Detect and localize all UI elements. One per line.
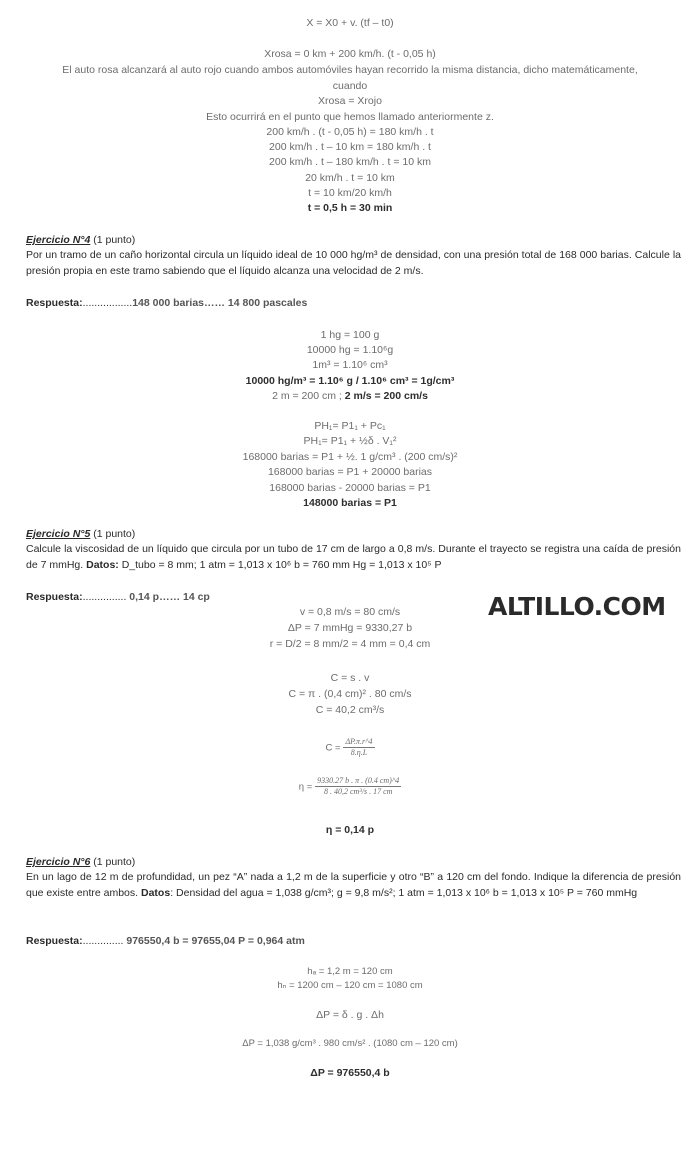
exercise-title: Ejercicio N°5 <box>26 528 91 540</box>
formula-line: C = π . (0,4 cm)² . 80 cm/s <box>288 688 412 700</box>
formula-line: t = 10 km/20 km/h <box>308 187 392 199</box>
answer-value: 976550,4 b = 97655,04 P = 0,964 atm <box>126 935 305 947</box>
answer-dots: ................. <box>82 297 133 309</box>
formula-line: C = 40,2 cm³/s <box>315 704 385 716</box>
formula-line: PH₁= P1₁ + ½δ . V₁² <box>303 435 397 447</box>
exercise-4-statement: Por un tramo de un caño horizontal circula un líquido ideal de 10 000 hg/m³ de densidad, con una presión total de 168 000 barias. Calcule la presión propia en este tramo sabiendo que el líquido alcanza una velocidad de 2 m/s. <box>26 249 681 277</box>
answer-label: Respuesta: <box>26 591 83 603</box>
result-line: η = 0,14 p <box>325 824 375 836</box>
formula-line: 168000 barias = P1 + ½. 1 g/cm³ . (200 cm/s)² <box>242 451 458 463</box>
exercise-5-heading <box>26 527 135 541</box>
formula-line: hₙ = 1200 cm – 120 cm = 1080 cm <box>277 980 423 991</box>
formula-line: 10000 hg = 1.10⁶g <box>306 344 394 356</box>
exercise-6-answer <box>26 934 305 948</box>
formula-line: Xrosa = Xrojo <box>318 95 382 107</box>
formula-line: 1 hg = 100 g <box>320 329 380 341</box>
formula-line: PH₁= P1₁ + Pc₁ <box>314 420 386 432</box>
statement-text: Calcule la viscosidad de un líquido que circula por un tubo de 17 cm de largo a 0,8 m/s. Durante el trayecto se registra una caída de presión de 7 mmHg. <box>26 543 681 571</box>
exercise-points: (1 punto) <box>90 528 136 540</box>
result-line: 148000 barias = P1 <box>303 497 397 509</box>
datos-label: Datos <box>141 886 171 899</box>
formula-line: ΔP = 7 mmHg = 9330,27 b <box>287 622 413 634</box>
formula-line: ΔP = δ . g . Δh <box>316 1009 384 1021</box>
formula-line: 200 km/h . t – 180 km/h . t = 10 km <box>269 156 431 168</box>
fraction-numerator: ΔP.π.r^4 <box>345 737 373 746</box>
answer-dots: ............... <box>82 591 127 603</box>
exercise-4-answer <box>26 296 307 310</box>
formula-line: C = s . v <box>330 672 370 684</box>
formula-line <box>0 389 700 403</box>
fraction-denominator: 8.η.L <box>350 748 368 757</box>
exercise-6-heading <box>26 855 135 869</box>
exercise-5-statement <box>26 542 681 573</box>
text-line: Esto ocurrirá en el punto que hemos llamado anteriormente z. <box>206 111 494 123</box>
formula-line: r = D/2 = 8 mm/2 = 4 mm = 0,4 cm <box>269 638 431 650</box>
formula-part: 2 m = 200 cm ; <box>272 390 345 402</box>
text-line: cuando <box>332 80 368 92</box>
fraction <box>343 737 374 758</box>
formula-line: 200 km/h . (t - 0,05 h) = 180 km/h . t <box>266 126 434 138</box>
exercise-points: (1 punto) <box>90 234 136 246</box>
exercise-title: Ejercicio N°6 <box>26 856 91 868</box>
formula-lhs: η = <box>298 781 313 793</box>
exercise-6-statement <box>26 870 681 901</box>
formula-line: Xrosa = 0 km + 200 km/h. (t - 0,05 h) <box>264 48 436 60</box>
formula-line: 1m³ = 1.10⁶ cm³ <box>312 359 388 371</box>
datos-text: D_tubo = 8 mm; 1 atm = 1,013 x 10⁶ b = 760 mm Hg = 1,013 x 10⁵ P <box>118 558 442 571</box>
fraction-denominator: 8 . 40,2 cm³/s . 17 cm <box>324 787 393 796</box>
answer-label: Respuesta: <box>26 935 83 947</box>
formula-line: hₐ = 1,2 m = 120 cm <box>307 966 393 977</box>
result-line: t = 0,5 h = 30 min <box>307 202 393 214</box>
formula-line: X = X0 + v. (tf – t0) <box>306 17 394 29</box>
exercise-4-heading <box>26 233 135 247</box>
answer-value: 148 000 barias…… 14 800 pascales <box>132 297 308 309</box>
exercise-5-answer <box>26 590 210 604</box>
formula-lhs: C = <box>325 742 341 754</box>
answer-dots: .............. <box>82 935 124 947</box>
answer-label: Respuesta: <box>26 297 83 309</box>
answer-value: 0,14 p…… 14 cp <box>129 591 210 603</box>
statement-text: En un lago de 12 m de profundidad, un pez “A” nada a 1,2 m de la superficie y otro “B” a 120 cm del fondo. Indique la diferencia de presión que existe entre ambos. <box>26 871 681 899</box>
formula-part-bold: 2 m/s = 200 cm/s <box>344 390 428 402</box>
result-line: ΔP = 976550,4 b <box>310 1067 390 1079</box>
fraction <box>315 776 401 797</box>
altillo-logo: ALTILLO.COM <box>488 592 666 621</box>
fraction-formula-c <box>0 737 700 758</box>
formula-line: 200 km/h . t – 10 km = 180 km/h . t <box>269 141 431 153</box>
datos-text: : Densidad del agua = 1,038 g/cm³; g = 9,8 m/s²; 1 atm = 1,013 x 10⁶ b = 1,013 x 10⁵ P = 760 mmHg <box>170 886 638 899</box>
formula-line: 20 km/h . t = 10 km <box>305 172 395 184</box>
formula-line: v = 0,8 m/s = 80 cm/s <box>299 606 401 618</box>
fraction-numerator: 9330.27 b . π . (0.4 cm)^4 <box>317 776 400 785</box>
text-line: El auto rosa alcanzará al auto rojo cuando ambos automóviles hayan recorrido la misma distancia, dicho matemáticamente, <box>62 64 638 76</box>
formula-line-bold: 10000 hg/m³ = 1.10⁶ g / 1.10⁶ cm³ = 1g/cm³ <box>245 375 455 387</box>
exercise-points: (1 punto) <box>90 856 136 868</box>
fraction-formula-eta <box>0 776 700 797</box>
formula-line: ΔP = 1,038 g/cm³ . 980 cm/s² . (1080 cm – 120 cm) <box>242 1038 458 1049</box>
formula-line: 168000 barias = P1 + 20000 barias <box>267 466 433 478</box>
datos-label: Datos: <box>86 558 119 571</box>
exercise-title: Ejercicio N°4 <box>26 234 91 246</box>
formula-line: 168000 barias - 20000 barias = P1 <box>269 482 431 494</box>
